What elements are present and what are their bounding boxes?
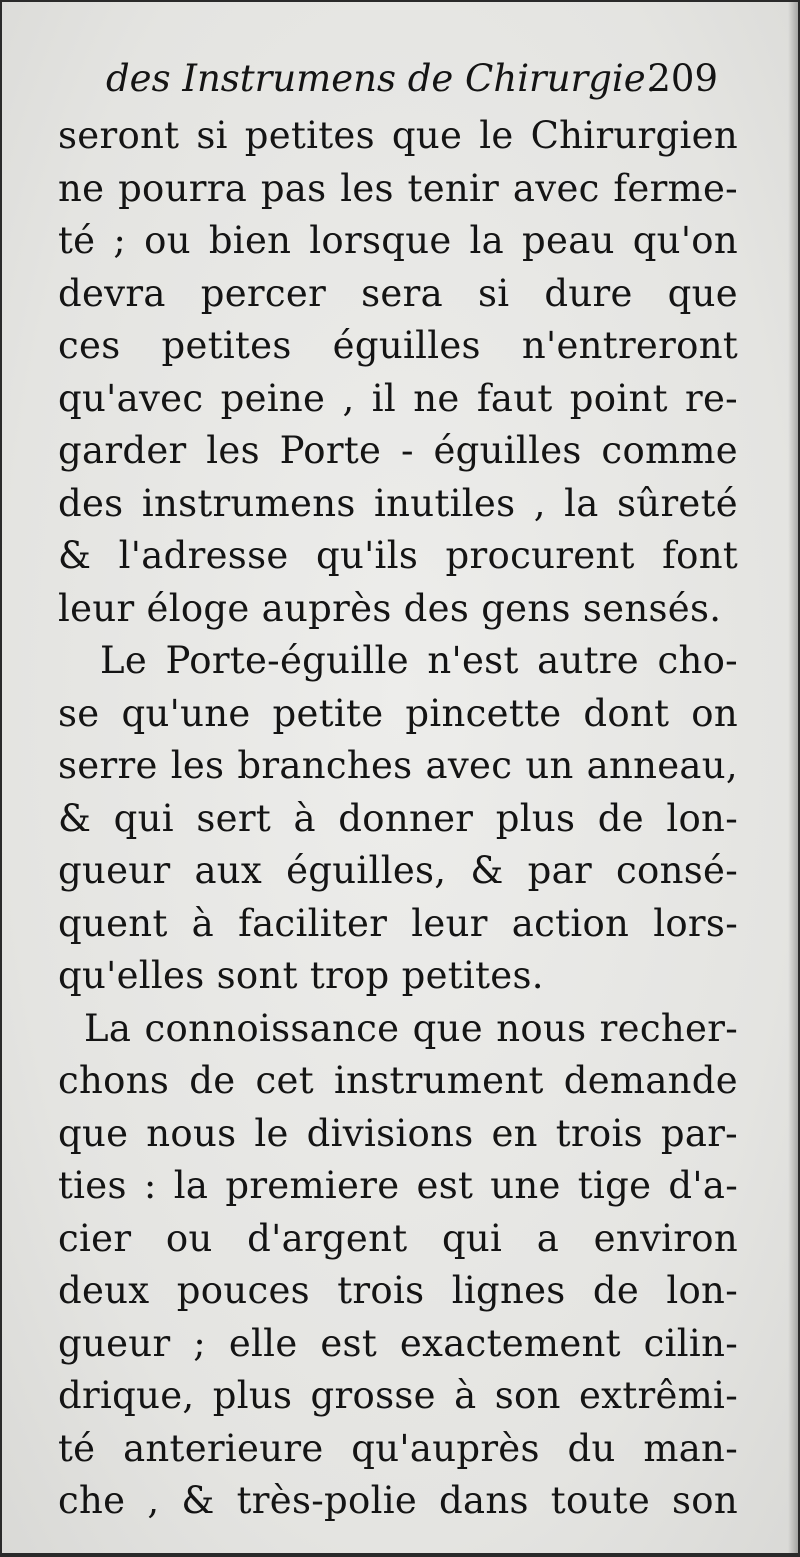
text-line: che , & très-polie dans toute son bbox=[58, 1479, 738, 1522]
text-line: chons de cet instrument demande bbox=[58, 1059, 738, 1102]
text-line: té ; ou bien lorsque la peau qu'on bbox=[58, 219, 738, 262]
text-line: garder les Porte - éguilles comme bbox=[58, 429, 738, 472]
text-line: & qui sert à donner plus de lon- bbox=[58, 796, 738, 840]
text-line: deux pouces trois lignes de lon- bbox=[58, 1269, 738, 1312]
page-edge-shadow bbox=[788, 2, 798, 1553]
running-head bbox=[106, 54, 718, 104]
text-line: se qu'une petite pincette dont on bbox=[58, 691, 738, 735]
text-line: cier ou d'argent qui a environ bbox=[58, 1216, 738, 1260]
text-line: serre les branches avec un anneau, bbox=[58, 744, 738, 787]
text-line: ties : la premiere est une tige d'a- bbox=[58, 1164, 738, 1207]
text-line: leur éloge auprès des gens sensés. bbox=[58, 586, 722, 630]
text-line: qu'avec peine , il ne faut point re- bbox=[58, 376, 738, 420]
text-line: seront si petites que le Chirurgien bbox=[58, 114, 738, 157]
text-line: ne pourra pas les tenir avec ferme- bbox=[58, 166, 738, 210]
page-number: 209 bbox=[647, 57, 718, 100]
text-line: qu'elles sont trop petites. bbox=[58, 954, 544, 997]
paragraph-start-line: La connoissance que nous recher- bbox=[84, 1006, 738, 1050]
running-title: des Instrumens de Chirurgie. bbox=[106, 57, 658, 100]
text-line: devra percer sera si dure que bbox=[58, 271, 738, 315]
text-line: ces petites éguilles n'entreront bbox=[58, 324, 738, 367]
paragraph-start-line: Le Porte-éguille n'est autre cho- bbox=[100, 639, 738, 682]
text-line: drique, plus grosse à son extrêmi- bbox=[58, 1374, 738, 1417]
text-line: gueur aux éguilles, & par consé- bbox=[58, 849, 738, 892]
text-line: des instrumens inutiles , la sûreté bbox=[58, 481, 738, 525]
body-text bbox=[58, 110, 738, 1528]
text-line: quent à faciliter leur action lors- bbox=[58, 901, 738, 945]
text-line: gueur ; elle est exactement cilin- bbox=[58, 1321, 738, 1365]
book-page bbox=[2, 2, 798, 1553]
text-line: té anterieure qu'auprès du man- bbox=[58, 1426, 738, 1470]
text-line: que nous le divisions en trois par- bbox=[58, 1111, 738, 1155]
text-line: & l'adresse qu'ils procurent font bbox=[58, 534, 738, 577]
